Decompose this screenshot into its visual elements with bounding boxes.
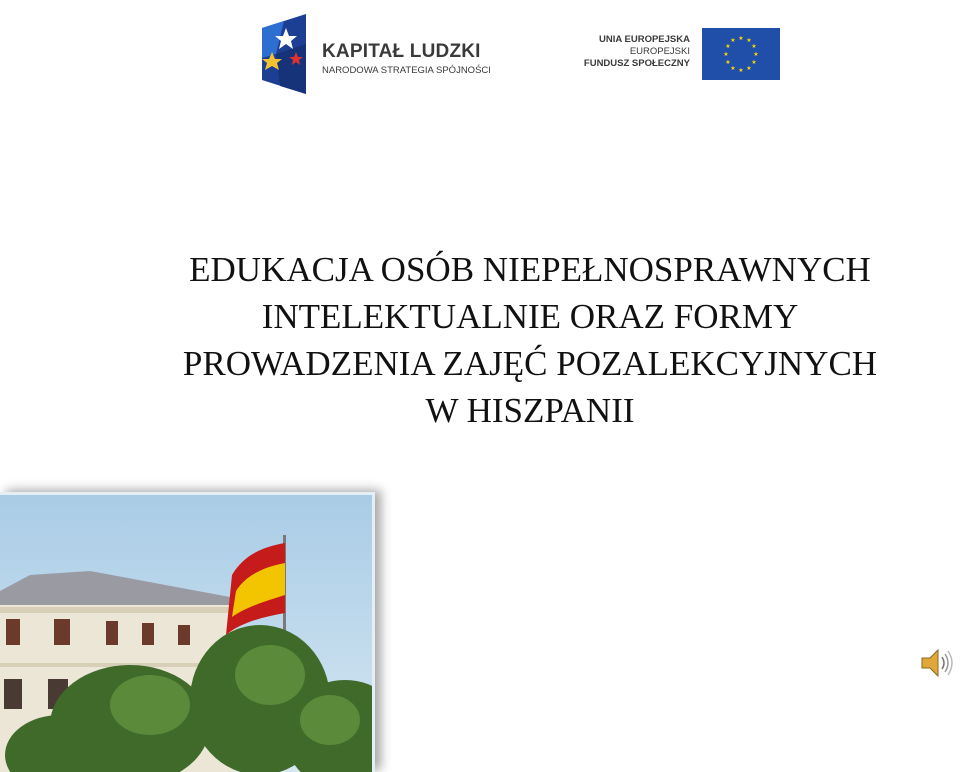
kapital-ludzki-logo — [262, 14, 507, 94]
kapital-ludzki-subtitle: NARODOWA STRATEGIA SPÓJNOŚCI — [322, 65, 491, 76]
svg-text:★: ★ — [753, 51, 759, 58]
svg-text:★: ★ — [723, 51, 729, 58]
audio-speaker-button[interactable] — [920, 645, 954, 681]
eu-text-block — [584, 34, 690, 70]
svg-text:★: ★ — [751, 43, 757, 50]
eu-line-1: UNIA EUROPEJSKA — [599, 34, 690, 45]
svg-text:★: ★ — [725, 59, 731, 66]
kapital-ludzki-title: KAPITAŁ LUDZKI — [322, 41, 481, 62]
photo-illustration — [0, 495, 372, 772]
title-line-4: W HISZPANII — [425, 391, 635, 430]
eu-line-3: FUNDUSZ SPOŁECZNY — [583, 58, 690, 69]
title-line-3: PROWADZENIA ZAJĘĆ POZALEKCYJNYCH — [182, 344, 878, 383]
photo-building-spanish-flag — [0, 492, 375, 772]
svg-text:★: ★ — [746, 37, 752, 44]
kapital-ludzki-star-icon — [262, 14, 306, 94]
svg-text:★: ★ — [730, 37, 736, 44]
slide-title — [80, 246, 960, 434]
svg-text:★: ★ — [730, 65, 736, 72]
svg-text:★: ★ — [746, 65, 752, 72]
eu-line-2: EUROPEJSKI — [629, 46, 690, 57]
svg-text:★: ★ — [751, 59, 757, 66]
eu-flag-icon — [702, 28, 780, 80]
svg-text:★: ★ — [738, 67, 744, 74]
title-line-2: INTELEKTUALNIE ORAZ FORMY — [261, 297, 799, 336]
speaker-icon — [920, 645, 954, 681]
svg-text:★: ★ — [738, 35, 744, 42]
svg-text:★: ★ — [725, 43, 731, 50]
eu-logo — [583, 28, 780, 80]
title-line-1: EDUKACJA OSÓB NIEPEŁNOSPRAWNYCH — [189, 250, 871, 289]
